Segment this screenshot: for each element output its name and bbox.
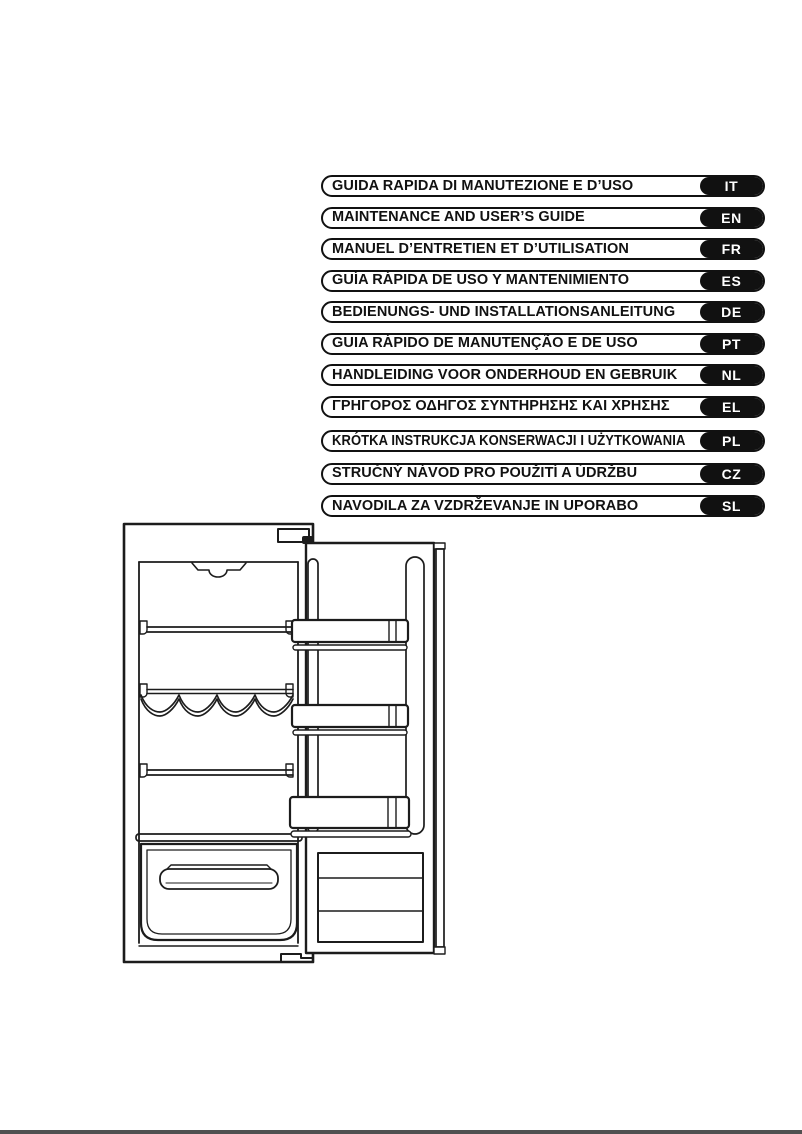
language-code-badge: IT bbox=[700, 177, 763, 195]
language-banner-nl bbox=[321, 364, 765, 386]
banner-title: GUIA RÁPIDO DE MANUTENÇÃO E DE USO bbox=[332, 335, 638, 352]
door-bin-3 bbox=[290, 797, 411, 837]
lamp-housing bbox=[192, 563, 246, 577]
language-code-badge: EL bbox=[700, 398, 763, 416]
language-code-badge: ES bbox=[700, 272, 763, 290]
language-code-badge: NL bbox=[700, 366, 763, 384]
banner-title: MANUEL D’ENTRETIEN ET D’UTILISATION bbox=[332, 240, 629, 257]
door-molding-right bbox=[406, 557, 424, 834]
language-code-badge: PT bbox=[700, 335, 763, 353]
banner-title: STRUČNÝ NÁVOD PRO POUŽITÍ A ÚDRŽBU bbox=[332, 465, 638, 482]
banner-title: KRÓTKA INSTRUKCJA KONSERWACJI I UŻYTKOWANIA bbox=[332, 432, 686, 449]
language-banner-de bbox=[321, 301, 765, 323]
door bbox=[290, 543, 445, 954]
language-code-badge: SL bbox=[700, 497, 763, 515]
bottom-hinge bbox=[281, 954, 313, 961]
banner-title: GUÍA RÁPIDA DE USO Y MANTENIMIENTO bbox=[332, 272, 630, 289]
language-banner-el bbox=[321, 396, 765, 418]
door-bin-2 bbox=[292, 705, 408, 735]
banner-title: GUIDA RAPIDA DI MANUTEZIONE E D’USO bbox=[332, 177, 634, 194]
banner-title: MAINTENANCE AND USER’S GUIDE bbox=[332, 209, 585, 226]
language-banner-cz bbox=[321, 463, 765, 485]
language-banner-pt bbox=[321, 333, 765, 355]
language-code-badge: DE bbox=[700, 303, 763, 321]
door-molding-left bbox=[308, 559, 318, 833]
language-code-badge: CZ bbox=[700, 465, 763, 483]
wine-rack bbox=[140, 684, 293, 716]
banner-title: ΓΡΗΓΟΡΟΣ ΟΔΗΓΟΣ ΣΥΝΤΗΡΗΣΗΣ ΚΑΙ ΧΡΗΣΗΣ bbox=[332, 398, 670, 415]
language-code-badge: EN bbox=[700, 209, 763, 227]
language-banner-en bbox=[321, 207, 765, 229]
banner-title: NAVODILA ZA VZDRŽEVANJE IN UPORABO bbox=[332, 497, 639, 514]
crisper-cover-shelf bbox=[136, 834, 302, 841]
shelf-1 bbox=[140, 621, 293, 634]
cabinet bbox=[124, 524, 313, 962]
language-banner-it bbox=[321, 175, 765, 197]
banner-title: HANDLEIDING VOOR ONDERHOUD EN GEBRUIK bbox=[332, 366, 678, 383]
crisper-drawer bbox=[141, 844, 297, 940]
language-banner-es bbox=[321, 270, 765, 292]
crisper-handle bbox=[160, 865, 278, 889]
door-bin-1 bbox=[292, 620, 408, 650]
banner-title: BEDIENUNGS- UND INSTALLATIONSANLEITUNG bbox=[332, 303, 676, 320]
language-banner-fr bbox=[321, 238, 765, 260]
language-code-badge: PL bbox=[700, 432, 763, 450]
shelf-2 bbox=[140, 764, 293, 777]
language-banner-sl bbox=[321, 495, 765, 517]
language-code-badge: FR bbox=[700, 240, 763, 258]
language-banner-pl bbox=[321, 430, 765, 452]
top-hinge bbox=[278, 529, 313, 544]
scan-edge-bar bbox=[0, 1130, 802, 1134]
door-edge-strip bbox=[434, 543, 445, 954]
